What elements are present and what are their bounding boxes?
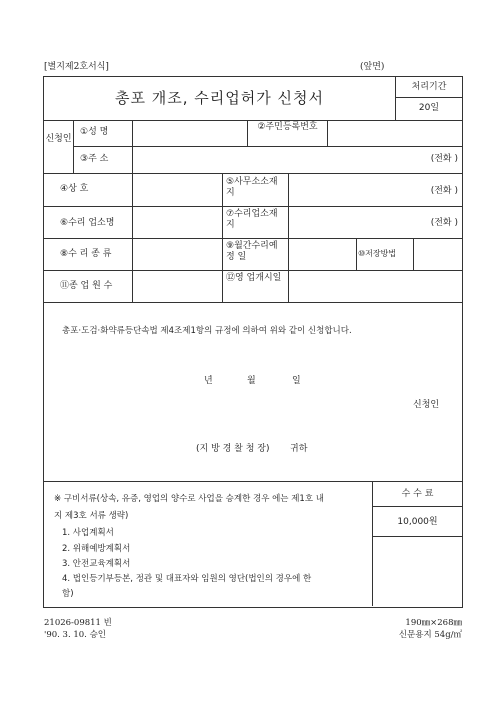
office-location-label: ⑤사무소소재지 [226, 177, 278, 199]
shop-location-label: ⑦수리업소재지 [226, 209, 278, 231]
form-title: 총포 개조, 수리업허가 신청서 [115, 89, 324, 107]
monthly-repair-label: ⑨월간수리예 정 일 [226, 241, 278, 263]
footer-paper: 신문용지 54g/㎡ [398, 630, 462, 640]
address-phone: (전화 ) [430, 154, 458, 164]
storage-method-field[interactable] [414, 239, 461, 269]
attachment-item: 4. 법인등기부등본, 정관 및 대표자와 임원의 영단(법인의 경우에 한 [62, 574, 312, 584]
repair-kind-field[interactable] [133, 239, 221, 269]
applicant-signature-label: 신청인 [413, 400, 440, 410]
footer-code: 21026-09811 빈 [44, 618, 112, 628]
address-label: ③주 소 [80, 154, 109, 164]
addressee-honorific: 귀하 [290, 444, 308, 454]
processing-period-label: 처리기간 [411, 82, 447, 92]
office-phone: (전화 ) [430, 186, 458, 196]
processing-period-value: 20일 [418, 103, 440, 113]
name-label: ①성 명 [80, 127, 109, 137]
shop-name-field[interactable] [133, 207, 221, 237]
attachment-item: 함) [62, 589, 74, 599]
employee-count-label: ⑪종 업 원 수 [60, 281, 113, 291]
attachment-note-line2: 지 제3호 서류 생략) [54, 511, 129, 521]
date-year: 년 [204, 376, 213, 386]
name-field[interactable] [133, 122, 246, 146]
shop-phone: (전화 ) [430, 218, 458, 228]
fee-label: 수 수 료 [401, 489, 434, 499]
business-start-label: ⑫영 업개시일 [226, 273, 282, 283]
fee-value: 10,000원 [397, 517, 438, 527]
attachment-item: 3. 안전교육계획서 [62, 559, 131, 569]
resident-number-label: ②주민등록번호 [257, 122, 318, 132]
page-side-label: (앞면) [360, 62, 385, 72]
resident-number-field[interactable] [328, 122, 461, 146]
employee-count-field[interactable] [133, 271, 221, 301]
shop-name-label: ⑥수리 업소명 [60, 218, 115, 228]
attachment-note-line1: ※ 구비서류(상속, 유증, 영업의 양수로 사업을 승계한 경우 에는 제1호 내 [54, 494, 324, 504]
attachment-item: 2. 위해예방계획서 [62, 544, 131, 554]
attachment-item: 1. 사업계획서 [62, 528, 114, 538]
monthly-repair-field[interactable] [289, 239, 355, 269]
trade-name-label: ④상 호 [60, 184, 89, 194]
date-day: 일 [292, 376, 301, 386]
business-start-field[interactable] [289, 271, 461, 301]
trade-name-field[interactable] [133, 175, 221, 205]
addressee: (지 방 경 찰 청 장) [196, 444, 270, 454]
footer-approval: '90. 3. 10. 승인 [44, 630, 107, 640]
applicant-group-label: 신청인 [45, 134, 72, 144]
repair-kind-label: ⑧수 리 종 류 [60, 249, 112, 259]
storage-method-label: ⑩저장방법 [358, 249, 397, 258]
statement-text: 총포·도검·화약류등단속법 제4조제1항의 규정에 의하여 위와 같이 신청합니다. [62, 326, 352, 336]
date-month: 월 [247, 376, 256, 386]
form-number: [별지제2호서식] [44, 62, 109, 72]
footer-size: 190㎜×268㎜ [405, 618, 462, 628]
